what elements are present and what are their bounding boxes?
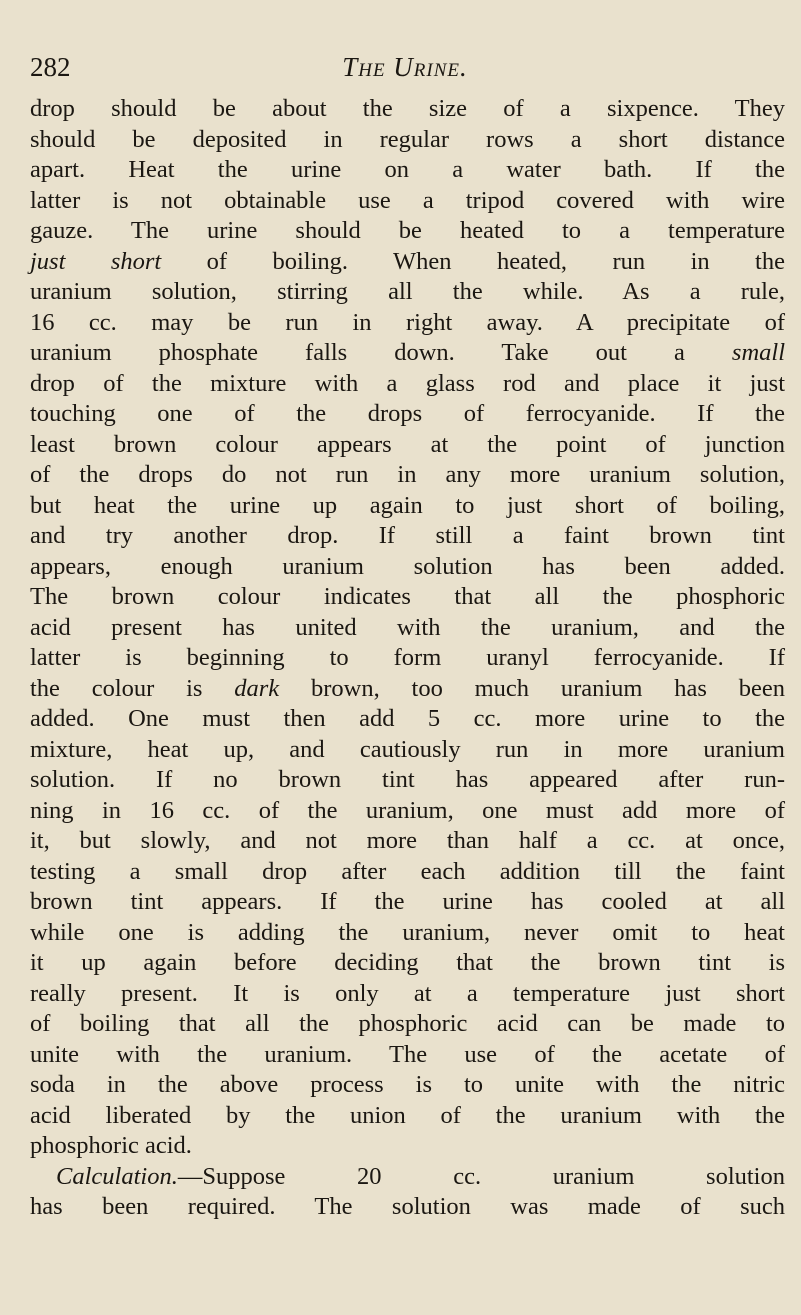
text-line: latter is not obtainable use a tripod covered with wire (30, 186, 785, 214)
text-line: of the drops do not run in any more uranium solution, (30, 461, 785, 488)
body-text (30, 94, 785, 1223)
text-line: 16 cc. may be run in right away. A precipitate of (30, 308, 785, 336)
text-line: added. One must then add 5 cc. more urine to the (30, 705, 785, 732)
page-number: 282 (30, 52, 71, 82)
text-line: and try another drop. If still a faint brown tint (30, 522, 785, 549)
text-line: it up again before deciding that the brown tint is (30, 949, 785, 976)
text-line: ning in 16 cc. of the uranium, one must add more of (30, 796, 785, 824)
text-line: of boiling that all the phosphoric acid can be made to (30, 1010, 785, 1037)
text-line: really present. It is only at a temperature just short (30, 979, 785, 1007)
text-line: the colour is dark brown, too much uranium has been (30, 674, 785, 702)
text-line: gauze. The urine should be heated to a temperature (30, 217, 785, 244)
text-line: mixture, heat up, and cautiously run in more uranium (30, 735, 785, 763)
text-line: should be deposited in regular rows a short distance (30, 125, 785, 153)
text-line: it, but slowly, and not more than half a cc. at once, (30, 827, 785, 854)
text-line: while one is adding the uranium, never omit to heat (30, 918, 785, 946)
emphasis-text: just short (30, 247, 162, 275)
text-line: acid present has united with the uranium, and the (30, 613, 785, 641)
text-line: latter is beginning to form uranyl ferrocyanide. If (30, 644, 785, 671)
running-head: The Urine. (342, 52, 468, 82)
text-line: drop of the mixture with a glass rod and place it just (30, 369, 785, 397)
text-line: soda in the above process is to unite with the nitric (30, 1071, 785, 1098)
text-line: The brown colour indicates that all the phosphoric (30, 583, 785, 610)
text-line: apart. Heat the urine on a water bath. If the (30, 156, 785, 183)
text-line: Calculation.—Suppose 20 cc. uranium solution (56, 1162, 785, 1190)
emphasis-text: small (731, 339, 785, 366)
text-line: solution. If no brown tint has appeared after run- (30, 766, 785, 793)
text-line: touching one of the drops of ferrocyanide. If the (30, 400, 785, 427)
emphasis-text: Calculation. (56, 1162, 178, 1190)
text-line: phosphoric acid. (30, 1132, 192, 1159)
text-line: has been required. The solution was made of such (30, 1193, 785, 1220)
text-line: uranium solution, stirring all the while. As a rule, (30, 278, 785, 305)
text-line: testing a small drop after each addition till the faint (30, 857, 785, 885)
text-line: just short of boiling. When heated, run in the (30, 247, 785, 275)
text-line: brown tint appears. If the urine has cooled at all (30, 888, 785, 915)
text-line: but heat the urine up again to just short of boiling, (30, 491, 785, 519)
emphasis-text: dark (234, 674, 280, 702)
text-line: acid liberated by the union of the uranium with the (30, 1101, 785, 1129)
text-line: uranium phosphate falls down. Take out a small (30, 339, 785, 366)
text-line: appears, enough uranium solution has been added. (30, 552, 785, 580)
text-line: least brown colour appears at the point of junction (30, 430, 785, 458)
page-header (30, 50, 780, 84)
text-line: unite with the uranium. The use of the acetate of (30, 1040, 785, 1068)
text-line: drop should be about the size of a sixpence. They (30, 95, 785, 122)
